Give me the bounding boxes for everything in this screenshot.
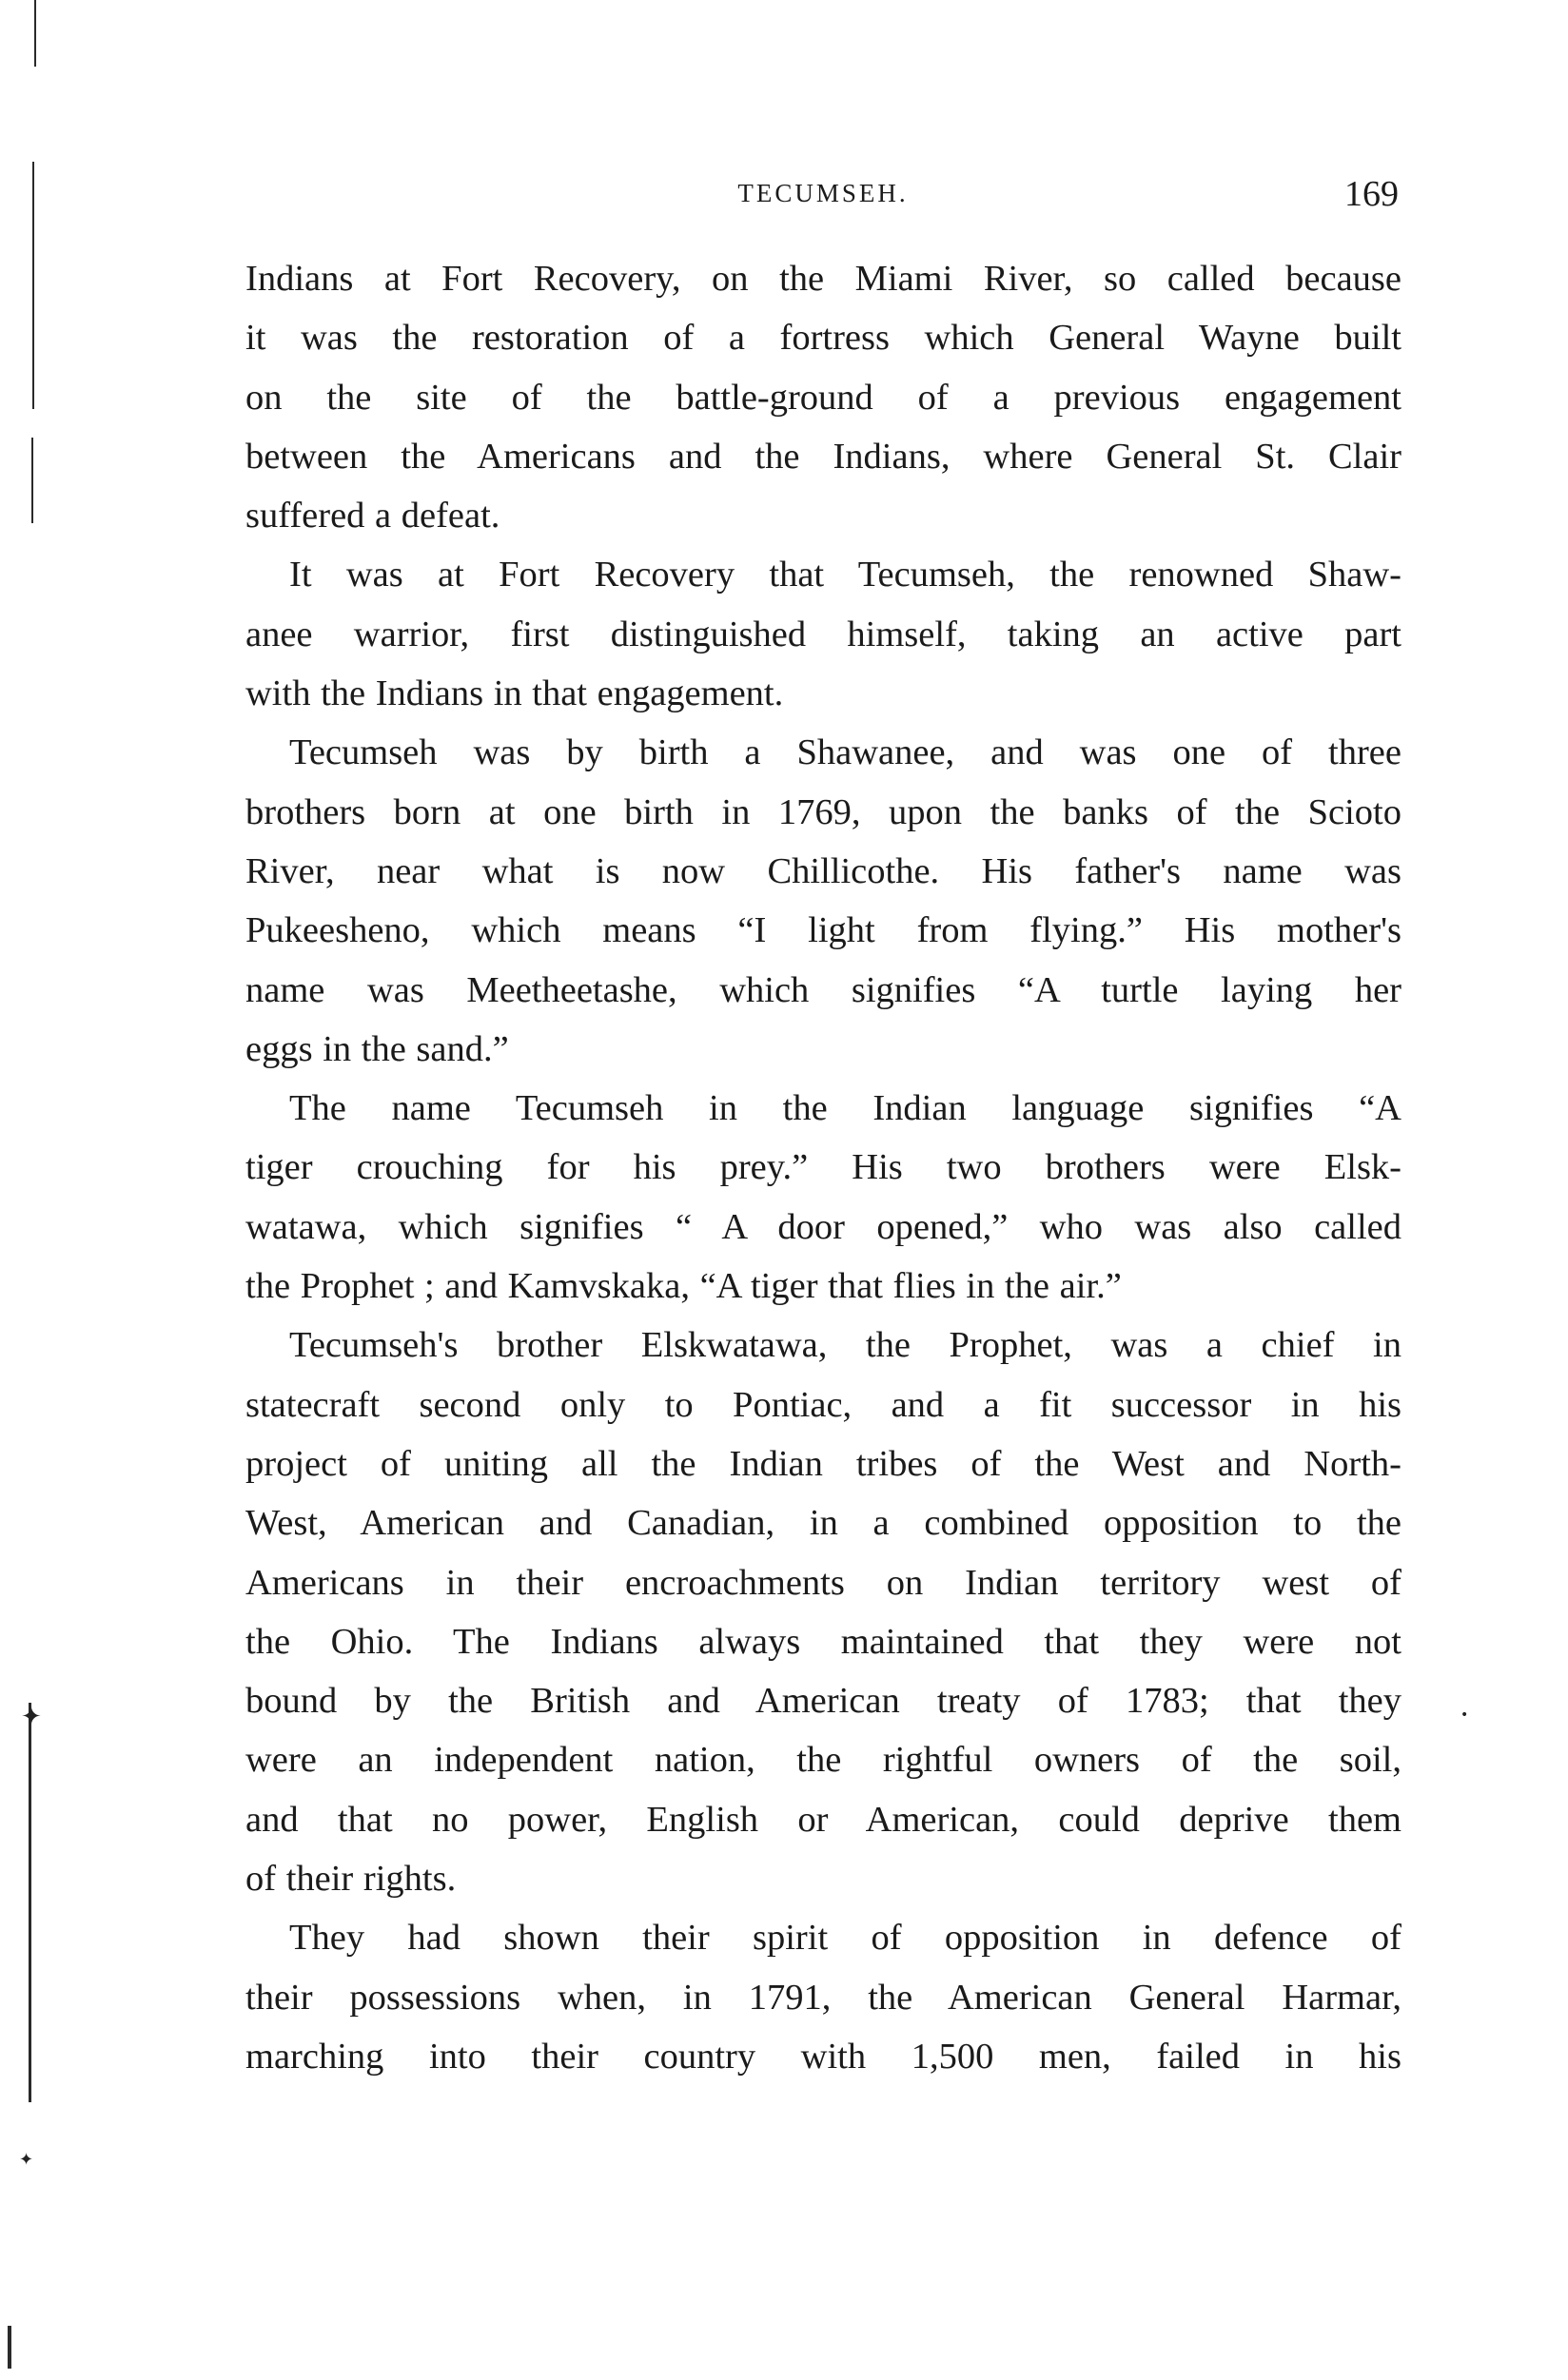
running-title: TECUMSEH. <box>737 179 909 207</box>
text-line: statecraft second only to Pontiac, and a fit successor in his <box>245 1384 1401 1425</box>
binding-edge-mark <box>34 0 36 67</box>
scan-speck: ✦ <box>21 1703 42 1731</box>
text-line: The name Tecumseh in the Indian language signifies “A <box>289 1088 1401 1129</box>
text-line: eggs in the sand.” <box>245 1028 509 1069</box>
text-line: marching into their country with 1,500 men, failed in his <box>245 2036 1401 2077</box>
text-line: Americans in their encroachments on Indian territory west of <box>245 1562 1401 1603</box>
text-line: Pukeesheno, which means “I light from flying.” His mother's <box>245 910 1401 951</box>
binding-edge-mark <box>29 1703 31 2102</box>
text-line: They had shown their spirit of opposition in defence of <box>289 1918 1401 1959</box>
text-line: project of uniting all the Indian tribes of the West and North- <box>245 1443 1401 1484</box>
binding-edge-mark <box>32 162 34 409</box>
paragraph <box>245 1908 1401 2086</box>
binding-edge-mark <box>31 438 33 523</box>
scan-speck: ✦ <box>19 2150 34 2170</box>
text-line: name was Meetheetashe, which signifies “A turtle laying her <box>245 969 1401 1010</box>
paragraph <box>245 1079 1401 1316</box>
paragraph <box>245 545 1401 723</box>
text-line: and that no power, English or American, could deprive them <box>245 1799 1401 1840</box>
text-line: River, near what is now Chillicothe. His father's name was <box>245 850 1401 891</box>
text-line: bound by the British and American treaty of 1783; that they <box>245 1681 1401 1722</box>
text-line: on the site of the battle-ground of a previous engagement <box>245 377 1401 418</box>
text-line: the Ohio. The Indians always maintained that they were not <box>245 1621 1401 1662</box>
text-line: their possessions when, in 1791, the American General Harmar, <box>245 1977 1401 2018</box>
text-line: It was at Fort Recovery that Tecumseh, the renowned Shaw- <box>289 555 1401 595</box>
paragraph <box>245 1316 1401 1908</box>
text-line: Tecumseh's brother Elskwatawa, the Prophet, was a chief in <box>289 1325 1401 1366</box>
text-line: Indians at Fort Recovery, on the Miami River, so called because <box>245 259 1401 299</box>
text-line: suffered a defeat. <box>245 496 500 536</box>
page-number: 169 <box>1344 174 1399 214</box>
binding-edge-mark <box>8 2326 11 2369</box>
paragraph <box>245 723 1401 1079</box>
text-line: between the Americans and the Indians, where General St. Clair <box>245 436 1401 477</box>
scan-speck: • <box>1460 1707 1469 1723</box>
text-line: Tecumseh was by birth a Shawanee, and was one of three <box>289 732 1401 773</box>
text-line: brothers born at one birth in 1769, upon the banks of the Scioto <box>245 791 1401 832</box>
text-line: West, American and Canadian, in a combined opposition to the <box>245 1503 1401 1544</box>
paragraph <box>245 249 1401 545</box>
text-line: tiger crouching for his prey.” His two brothers were Elsk- <box>245 1147 1401 1188</box>
text-line: it was the restoration of a fortress which General Wayne built <box>245 318 1401 359</box>
body-text <box>245 249 1401 2086</box>
page-header <box>247 174 1399 226</box>
text-line: watawa, which signifies “ A door opened,” who was also called <box>245 1206 1401 1247</box>
text-line: of their rights. <box>245 1859 457 1900</box>
text-line: with the Indians in that engagement. <box>245 673 784 714</box>
text-line: the Prophet ; and Kamvskaka, “A tiger that flies in the air.” <box>245 1266 1122 1307</box>
text-line: were an independent nation, the rightful owners of the soil, <box>245 1740 1401 1781</box>
text-line: anee warrior, first distinguished himself, taking an active part <box>245 614 1401 654</box>
